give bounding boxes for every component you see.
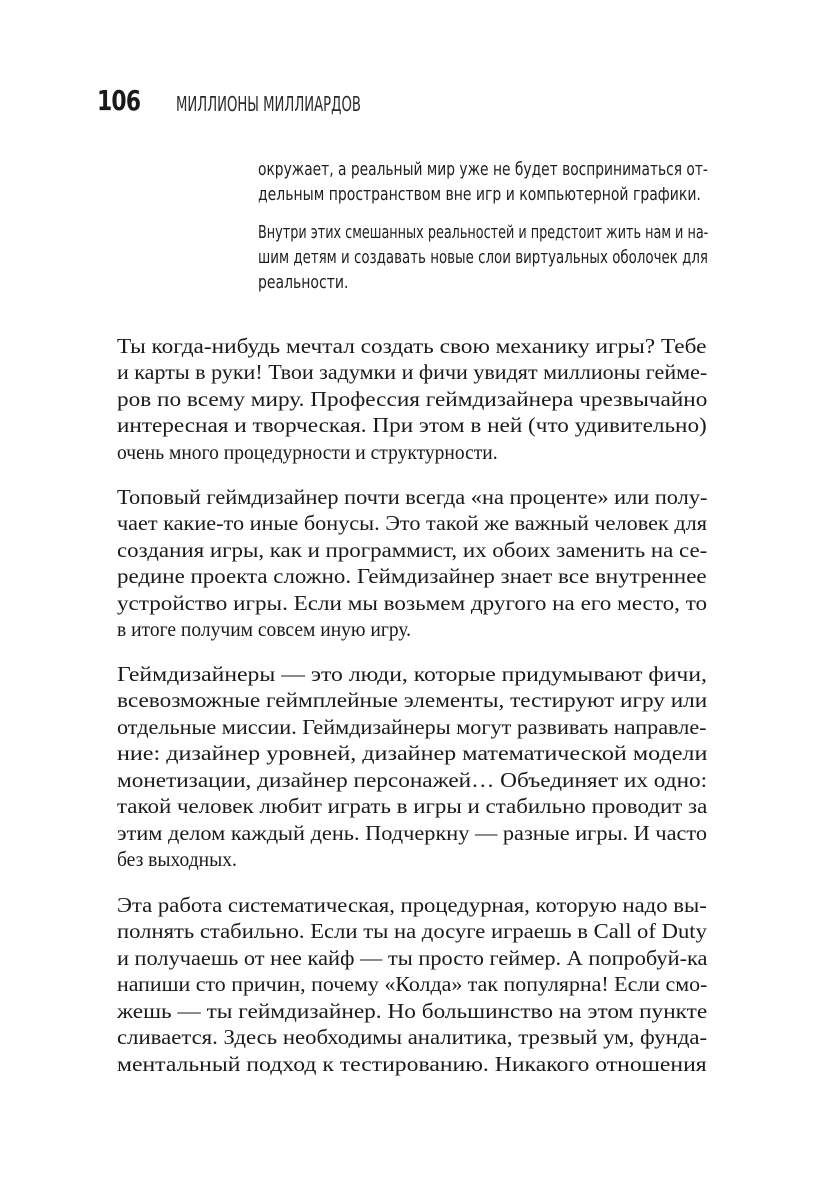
body-line: очень много процедурности и структурности. xyxy=(117,440,498,464)
body-line: монетизации, дизайнер персонажей… Объединяет их одно: xyxy=(117,768,708,792)
body-line: Геймдизайнеры — это люди, которые придумывают фичи, xyxy=(117,662,707,686)
body-line: полнять стабильно. Если ты на досуге играешь в Call of Duty xyxy=(117,919,707,943)
body-line: редине проекта сложно. Геймдизайнер знает все внутреннее xyxy=(117,564,707,588)
sidebar-line: дельным пространством вне игр и компьютерной графики. xyxy=(258,185,701,205)
body-line: сливается. Здесь необходимы аналитика, трезвый ум, фунда- xyxy=(117,1025,708,1049)
book-title: МИЛЛИОНЫ МИЛЛИАРДОВ xyxy=(176,92,361,116)
page-number: 106 xyxy=(97,84,141,117)
body-line: Ты когда-нибудь мечтал создать свою механику игры? Тебе xyxy=(117,334,707,358)
sidebar-line: окружает, а реальный мир уже не будет восприниматься от- xyxy=(258,160,708,180)
body-line: всевозможные геймплейные элементы, тестируют игру или xyxy=(117,688,708,712)
body-line: жешь — ты геймдизайнер. Но большинство на этом пункте xyxy=(117,999,708,1023)
sidebar-line: шим детям и создавать новые слои виртуальных оболочек для xyxy=(258,248,708,268)
body-line: устройство игры. Если мы возьмем другого на его место, то xyxy=(117,591,708,615)
body-line: без выходных. xyxy=(117,847,237,871)
body-line: отдельные миссии. Геймдизайнеры могут развивать направле- xyxy=(117,715,707,739)
body-line: ние: дизайнер уровней, дизайнер математической модели xyxy=(117,741,708,765)
body-line: создания игры, как и программист, их обоих заменить на се- xyxy=(117,538,708,562)
running-head xyxy=(97,84,737,124)
body-line: этим делом каждый день. Подчеркну — разные игры. И часто xyxy=(117,821,708,845)
body-line: и карты в руки! Твои задумки и фичи увидят миллионы геймe- xyxy=(117,360,708,384)
body-line: интересная и творческая. При этом в ней (что удивительно) xyxy=(117,413,707,437)
sidebar-line: Внутри этих смешанных реальностей и предстоит жить нам и на- xyxy=(258,223,709,243)
body-line: ментальный подход к тестированию. Никакого отношения xyxy=(117,1052,707,1076)
body-line: в итоге получим совсем иную игру. xyxy=(117,617,412,641)
body-line: чает какие-то иные бонусы. Это такой же важный человек для xyxy=(117,511,707,535)
body-line: и получаешь от нее кайф — ты просто геймер. А попробуй-ка xyxy=(117,946,708,970)
body-line: ров по всему миру. Профессия геймдизайнера чрезвычайно xyxy=(117,387,708,411)
body-line: Эта работа систематическая, процедурная, которую надо вы- xyxy=(117,893,707,917)
body-line: Топовый геймдизайнер почти всегда «на проценте» или полу- xyxy=(117,485,708,509)
body-line: напиши сто причин, почему «Колда» так популярна! Если смо- xyxy=(117,972,708,996)
body-line: такой человек любит играть в игры и стабильно проводит за xyxy=(117,794,708,818)
sidebar-line: реальности. xyxy=(258,273,349,293)
